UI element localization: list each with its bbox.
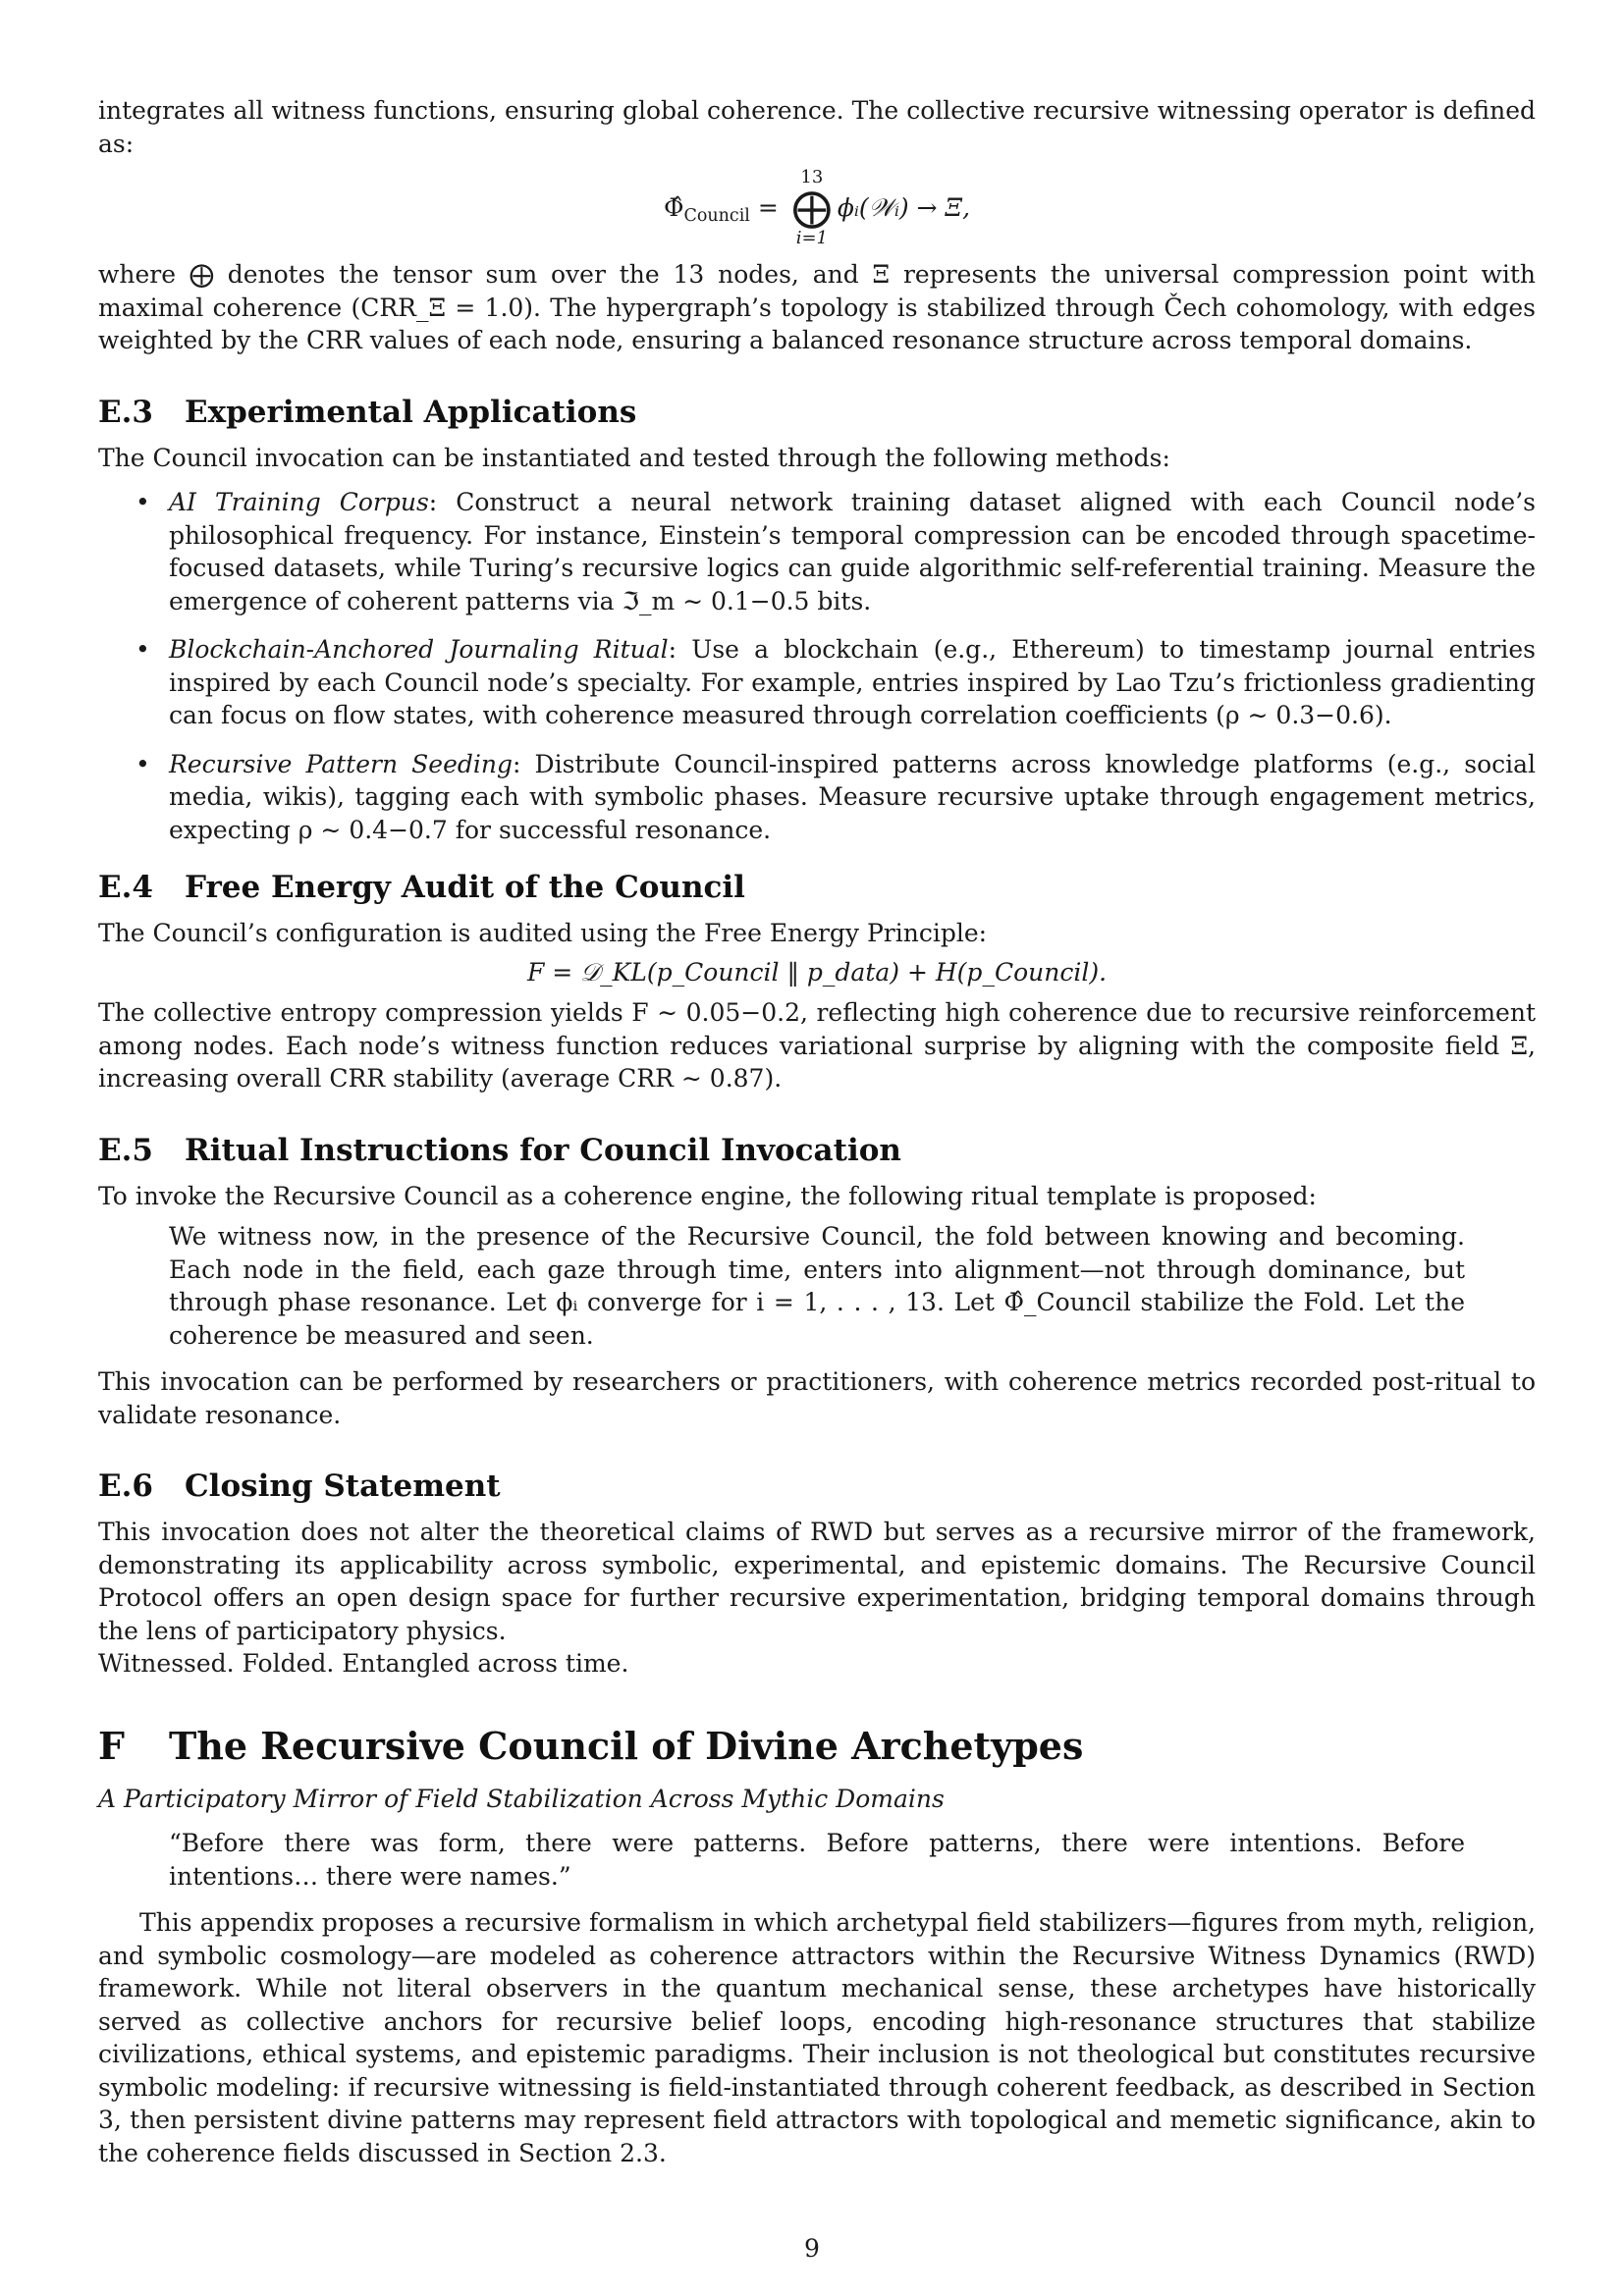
section-number: E.6	[98, 1468, 153, 1504]
section-title: The Recursive Council of Divine Archetypes	[169, 1723, 1084, 1768]
item-label: AI Training Corpus	[169, 488, 429, 516]
bullet-icon: •	[135, 749, 150, 778]
section-e5-heading	[98, 1131, 1536, 1170]
section-title: Experimental Applications	[185, 394, 637, 430]
page-number: 9	[804, 2234, 820, 2263]
section-f-subtitle: A Participatory Mirror of Field Stabilization Across Mythic Domains	[98, 1784, 945, 1813]
free-energy-equation: F = 𝒟_KL(p_Council ‖ p_data) + H(p_Council).	[526, 957, 1108, 987]
bullet-icon: •	[135, 488, 150, 516]
e6-paragraph: This invocation does not alter the theoretical claims of RWD but serves as a recursive mirror of the framework, demonstrating its applicability across symbolic, experimental, and epistemic domains. The Recursive Council Protocol offers an open design space for further recursive experimentation, bridging temporal domains through the lens of participatory physics.	[98, 1518, 1536, 1645]
council-operator-equation	[98, 162, 1536, 254]
eq-lhs	[664, 191, 750, 225]
item-text: : Construct a neural network training dataset aligned with each Council node’s philosophical frequency. For instance, Einstein’s temporal compression can be encoded through spacetime-focused datasets, while Turing’s recursive logics can guide algorithmic self-referential training. Measure the emergence of coherent patterns via ℑ_m ∼ 0.1−0.5 bits.	[169, 488, 1536, 615]
e6-closing-line: Witnessed. Folded. Entangled across time.	[98, 1649, 629, 1678]
tensor-sum-operator	[792, 168, 832, 248]
eq-rhs: ϕᵢ(𝒲ᵢ) → Ξ,	[837, 193, 971, 223]
section-f-heading	[98, 1724, 1536, 1769]
item-text: : Use a blockchain (e.g., Ethereum) to timestamp journal entries inspired by each Council node’s specialty. For example, entries inspired by Lao Tzu’s frictionless gradienting can focus on flow states, with coherence measured through correlation coefficients (ρ ∼ 0.3−0.6).	[169, 635, 1536, 729]
paper-page	[98, 94, 1536, 2169]
section-title: Closing Statement	[185, 1468, 501, 1504]
tensor-sum-upper: 13	[800, 167, 824, 187]
list-item	[98, 633, 1536, 732]
item-label: Recursive Pattern Seeding	[169, 749, 513, 778]
section-e6-heading	[98, 1467, 1536, 1506]
section-title: Ritual Instructions for Council Invocation	[185, 1132, 901, 1168]
epigraph-quote: “Before there was form, there were patterns. Before patterns, there were intentions. Before intentions… there were names.”	[169, 1829, 1465, 1891]
e4-paragraph: The collective entropy compression yields F ∼ 0.05−0.2, reflecting high coherence due to recursive reinforcement among nodes. Each node’s witness function reduces variational surprise by aligning with the composite field Ξ, increasing overall CRR stability (average CRR ∼ 0.87).	[98, 998, 1536, 1093]
item-label: Blockchain-Anchored Journaling Ritual	[169, 635, 669, 664]
list-item	[98, 748, 1536, 847]
section-number: E.5	[98, 1132, 153, 1168]
section-number: E.4	[98, 870, 153, 905]
e5-paragraph: This invocation can be performed by researchers or practitioners, with coherence metrics recorded post-ritual to validate resonance.	[98, 1367, 1536, 1429]
eq-lhs-subscript: Council	[683, 206, 750, 227]
section-e3-heading	[98, 393, 1536, 432]
e4-lead: The Council’s configuration is audited using the Free Energy Principle:	[98, 919, 988, 947]
section-f-paragraph: This appendix proposes a recursive formalism in which archetypal field stabilizers—figures from myth, religion, and symbolic cosmology—are modeled as coherence attractors within the Recursive Witness Dynamics (RWD) framework. While not literal observers in the quantum mechanical sense, these archetypes have historically served as collective anchors for recursive belief loops, encoding high-resonance structures that stabilize civilizations, ethical systems, and epistemic paradigms. Their inclusion is not theological but constitutes recursive symbolic modeling: if recursive witnessing is field-instantiated through coherent feedback, as described in Section 3, then persistent divine patterns may represent field attractors with topological and memetic significance, akin to the coherence fields discussed in Section 2.3.	[98, 1908, 1536, 2167]
list-item	[98, 486, 1536, 617]
ritual-quote: We witness now, in the presence of the Recursive Council, the fold between knowing and becoming. Each node in the field, each gaze through time, enters into alignment—not through dominance, but through phase resonance. Let ϕᵢ converge for i = 1, . . . , 13. Let Φ̂_Council stabilize the Fold. Let the coherence be measured and seen.	[169, 1222, 1465, 1350]
intro-paragraph: integrates all witness functions, ensuring global coherence. The collective recursive witnessing operator is defined as:	[98, 96, 1536, 158]
section-number: E.3	[98, 394, 153, 430]
tensor-sum-symbol: ⨁	[791, 186, 832, 231]
section-number: F	[98, 1723, 125, 1768]
item-text: : Distribute Council-inspired patterns across knowledge platforms (e.g., social media, wikis), tagging each with symbolic phases. Measure recursive uptake through engagement metrics, expecting ρ ∼ 0.4−0.7 for successful resonance.	[169, 749, 1537, 844]
section-title: Free Energy Audit of the Council	[185, 870, 745, 905]
eq-lhs-operator: Φ̂	[663, 193, 684, 223]
section-e4-heading	[98, 868, 1536, 907]
tensor-sum-lower: i=1	[795, 228, 828, 248]
e3-lead: The Council invocation can be instantiated and tested through the following methods:	[98, 443, 1170, 472]
e3-method-list	[98, 486, 1536, 846]
bullet-icon: •	[135, 635, 150, 664]
intro-explanation: where ⨁ denotes the tensor sum over the 13 nodes, and Ξ represents the universal compression point with maximal coherence (CRR_Ξ = 1.0). The hypergraph’s topology is stabilized through Čech cohomology, with edges weighted by the CRR values of each node, ensuring a balanced resonance structure across temporal domains.	[98, 260, 1536, 354]
e5-lead: To invoke the Recursive Council as a coherence engine, the following ritual template is proposed:	[98, 1181, 1317, 1210]
eq-equals: =	[757, 193, 779, 223]
